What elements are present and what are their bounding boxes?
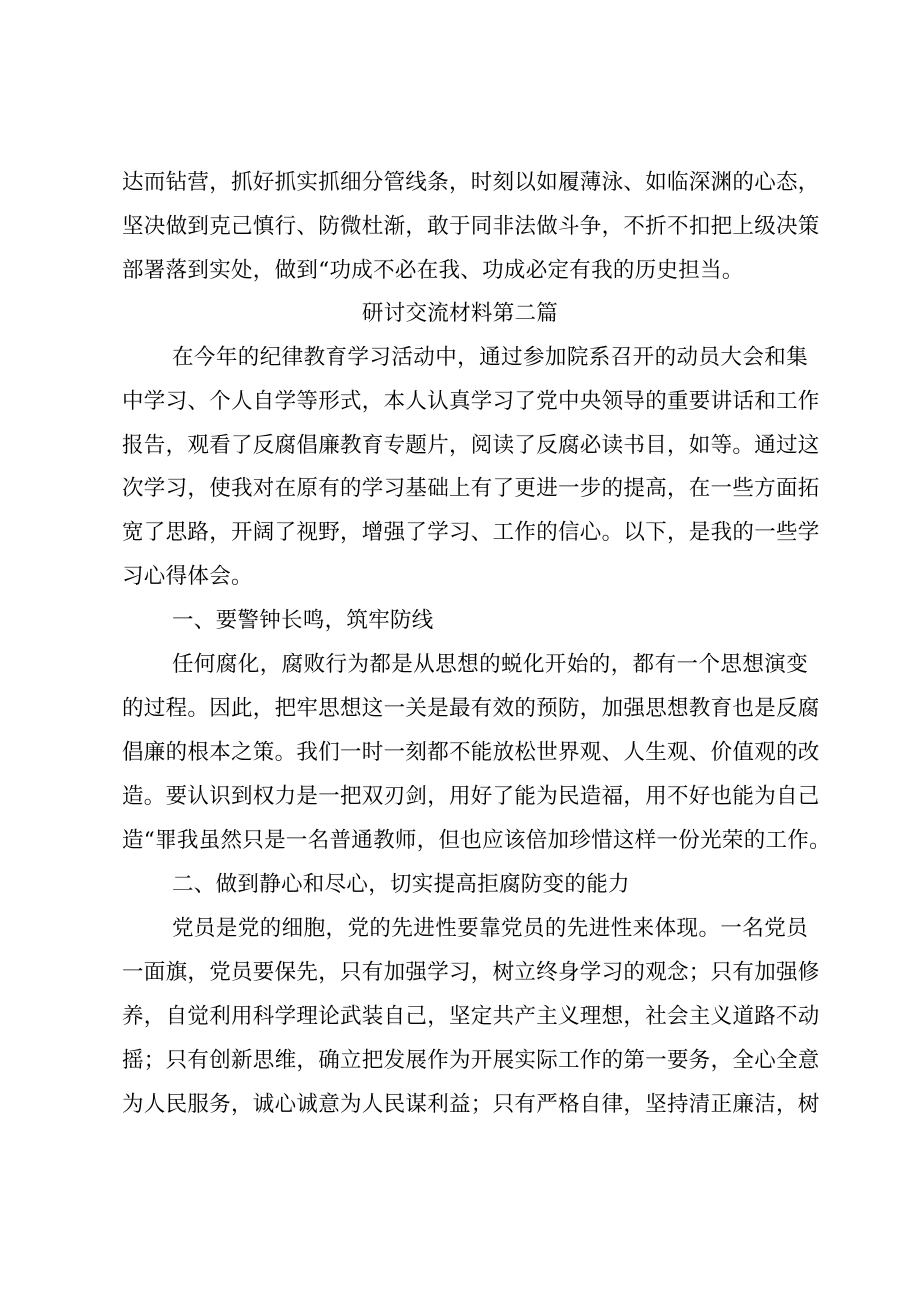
body-text-line: 造。要认识到权力是一把双刃剑，用好了能为民造福，用不好也能为自己 xyxy=(122,784,820,809)
body-text-line: 中学习、个人自学等形式，本人认真学习了党中央领导的重要讲话和工作 xyxy=(122,389,820,414)
body-text-line: 部署落到实处，做到“功成不必在我、功成必定有我的历史担当。 xyxy=(122,258,744,283)
body-text-line: 党员是党的细胞，党的先进性要靠党员的先进性来体现。一名党员 xyxy=(172,916,808,941)
body-text-line: 养，自觉利用科学理论武装自己，坚定共产主义理想，社会主义道路不动 xyxy=(122,1004,820,1029)
body-text-line: 在今年的纪律教育学习活动中，通过参加院系召开的动员大会和集 xyxy=(172,345,808,370)
body-text-line: 任何腐化，腐败行为都是从思想的蜕化开始的，都有一个思想演变 xyxy=(172,652,808,677)
body-text-line: 坚决做到克己慎行、防微杜渐，敢于同非法做斗争，不折不扣把上级决策 xyxy=(122,214,820,239)
subheading-2: 二、做到静心和尽心，切实提高拒腐防变的能力 xyxy=(172,872,630,897)
body-text-line: 摇；只有创新思维，确立把发展作为开展实际工作的第一要务，全心全意 xyxy=(122,1048,820,1073)
body-text-line: 次学习，使我对在原有的学习基础上有了更进一步的提高，在一些方面拓 xyxy=(122,476,820,501)
body-text-line: 达而钻营，抓好抓实抓细分管线条，时刻以如履薄泳、如临深渊的心态， xyxy=(122,170,820,195)
subheading-1: 一、要警钟长鸣，筑牢防线 xyxy=(172,608,434,633)
body-text-line: 的过程。因此，把牢思想这一关是最有效的预防，加强思想教育也是反腐 xyxy=(122,696,820,721)
body-text-line: 习心得体会。 xyxy=(122,564,253,589)
body-text-line: 造“罪我虽然只是一名普通教师，但也应该倍加珍惜这样一份光荣的工作。 xyxy=(122,828,831,853)
body-text-line: 报告，观看了反腐倡廉教育专题片，阅读了反腐必读书目，如等。通过这 xyxy=(122,433,820,458)
body-text-line: 倡廉的根本之策。我们一时一刻都不能放松世界观、人生观、价值观的改 xyxy=(122,740,820,765)
body-text-line: 一面旗，党员要保先，只有加强学习，树立终身学习的观念；只有加强修 xyxy=(122,960,820,985)
body-text-line: 宽了思路，开阔了视野，增强了学习、工作的信心。以下，是我的一些学 xyxy=(122,520,820,545)
section-title: 研讨交流材料第二篇 xyxy=(361,301,559,326)
body-text-line: 为人民服务，诚心诚意为人民谋利益；只有严格自律，坚持清正廉洁，树 xyxy=(122,1092,820,1117)
